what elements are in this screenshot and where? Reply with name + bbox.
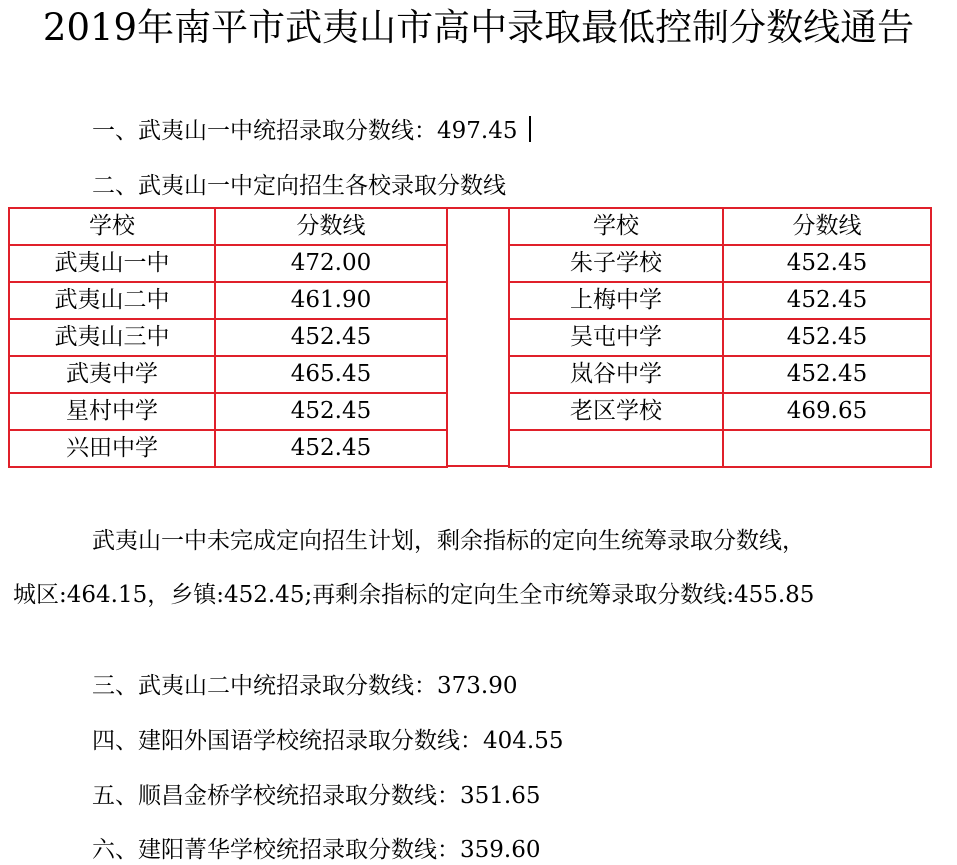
line-4: 四、建阳外国语学校统招录取分数线：404.55 bbox=[92, 728, 564, 754]
line-2: 二、武夷山一中定向招生各校录取分数线 bbox=[92, 173, 506, 199]
score-cell: 461.90 bbox=[215, 282, 447, 319]
table-gap bbox=[446, 207, 508, 467]
score-cell: 465.45 bbox=[215, 356, 447, 393]
table-row bbox=[509, 393, 931, 430]
line-1-text: 一、武夷山一中统招录取分数线：497.45 bbox=[92, 118, 518, 144]
table-header-row bbox=[9, 208, 447, 245]
school-cell: 武夷中学 bbox=[9, 356, 215, 393]
score-cell: 452.45 bbox=[723, 245, 931, 282]
paragraph-line-1: 武夷山一中未完成定向招生计划，剩余指标的定向生统筹录取分数线， bbox=[92, 528, 805, 554]
header-score: 分数线 bbox=[723, 208, 931, 245]
table-header-row bbox=[509, 208, 931, 245]
header-school: 学校 bbox=[9, 208, 215, 245]
school-cell: 上梅中学 bbox=[509, 282, 723, 319]
school-cell: 武夷山二中 bbox=[9, 282, 215, 319]
table-row bbox=[9, 430, 447, 467]
school-cell bbox=[509, 430, 723, 467]
table-row bbox=[509, 356, 931, 393]
school-cell: 兴田中学 bbox=[9, 430, 215, 467]
line-6: 六、建阳菁华学校统招录取分数线：359.60 bbox=[92, 837, 541, 863]
school-cell: 星村中学 bbox=[9, 393, 215, 430]
header-school: 学校 bbox=[509, 208, 723, 245]
line-3: 三、武夷山二中统招录取分数线：373.90 bbox=[92, 673, 518, 699]
table-row bbox=[9, 245, 447, 282]
school-cell: 朱子学校 bbox=[509, 245, 723, 282]
left-score-table bbox=[8, 207, 448, 468]
score-cell: 472.00 bbox=[215, 245, 447, 282]
school-cell: 老区学校 bbox=[509, 393, 723, 430]
table-row bbox=[509, 319, 931, 356]
score-cell: 452.45 bbox=[215, 319, 447, 356]
table-row bbox=[9, 393, 447, 430]
text-cursor bbox=[529, 116, 531, 142]
school-cell: 吴屯中学 bbox=[509, 319, 723, 356]
header-score: 分数线 bbox=[215, 208, 447, 245]
score-cell: 452.45 bbox=[215, 393, 447, 430]
school-cell: 武夷山一中 bbox=[9, 245, 215, 282]
table-row bbox=[9, 356, 447, 393]
score-cell: 452.45 bbox=[215, 430, 447, 467]
table-row bbox=[509, 245, 931, 282]
line-1 bbox=[92, 116, 531, 146]
school-cell: 武夷山三中 bbox=[9, 319, 215, 356]
page-title: 2019年南平市武夷山市高中录取最低控制分数线通告 bbox=[42, 6, 915, 49]
line-5: 五、顺昌金桥学校统招录取分数线：351.65 bbox=[92, 783, 541, 809]
score-cell: 452.45 bbox=[723, 319, 931, 356]
right-score-table bbox=[508, 207, 932, 468]
table-row bbox=[9, 282, 447, 319]
score-cell bbox=[723, 430, 931, 467]
school-cell: 岚谷中学 bbox=[509, 356, 723, 393]
score-cell: 469.65 bbox=[723, 393, 931, 430]
table-row bbox=[509, 282, 931, 319]
table-row bbox=[509, 430, 931, 467]
table-row bbox=[9, 319, 447, 356]
score-cell: 452.45 bbox=[723, 356, 931, 393]
paragraph-line-2: 城区:464.15，乡镇:452.45;再剩余指标的定向生全市统筹录取分数线:455.85 bbox=[13, 582, 815, 608]
score-cell: 452.45 bbox=[723, 282, 931, 319]
